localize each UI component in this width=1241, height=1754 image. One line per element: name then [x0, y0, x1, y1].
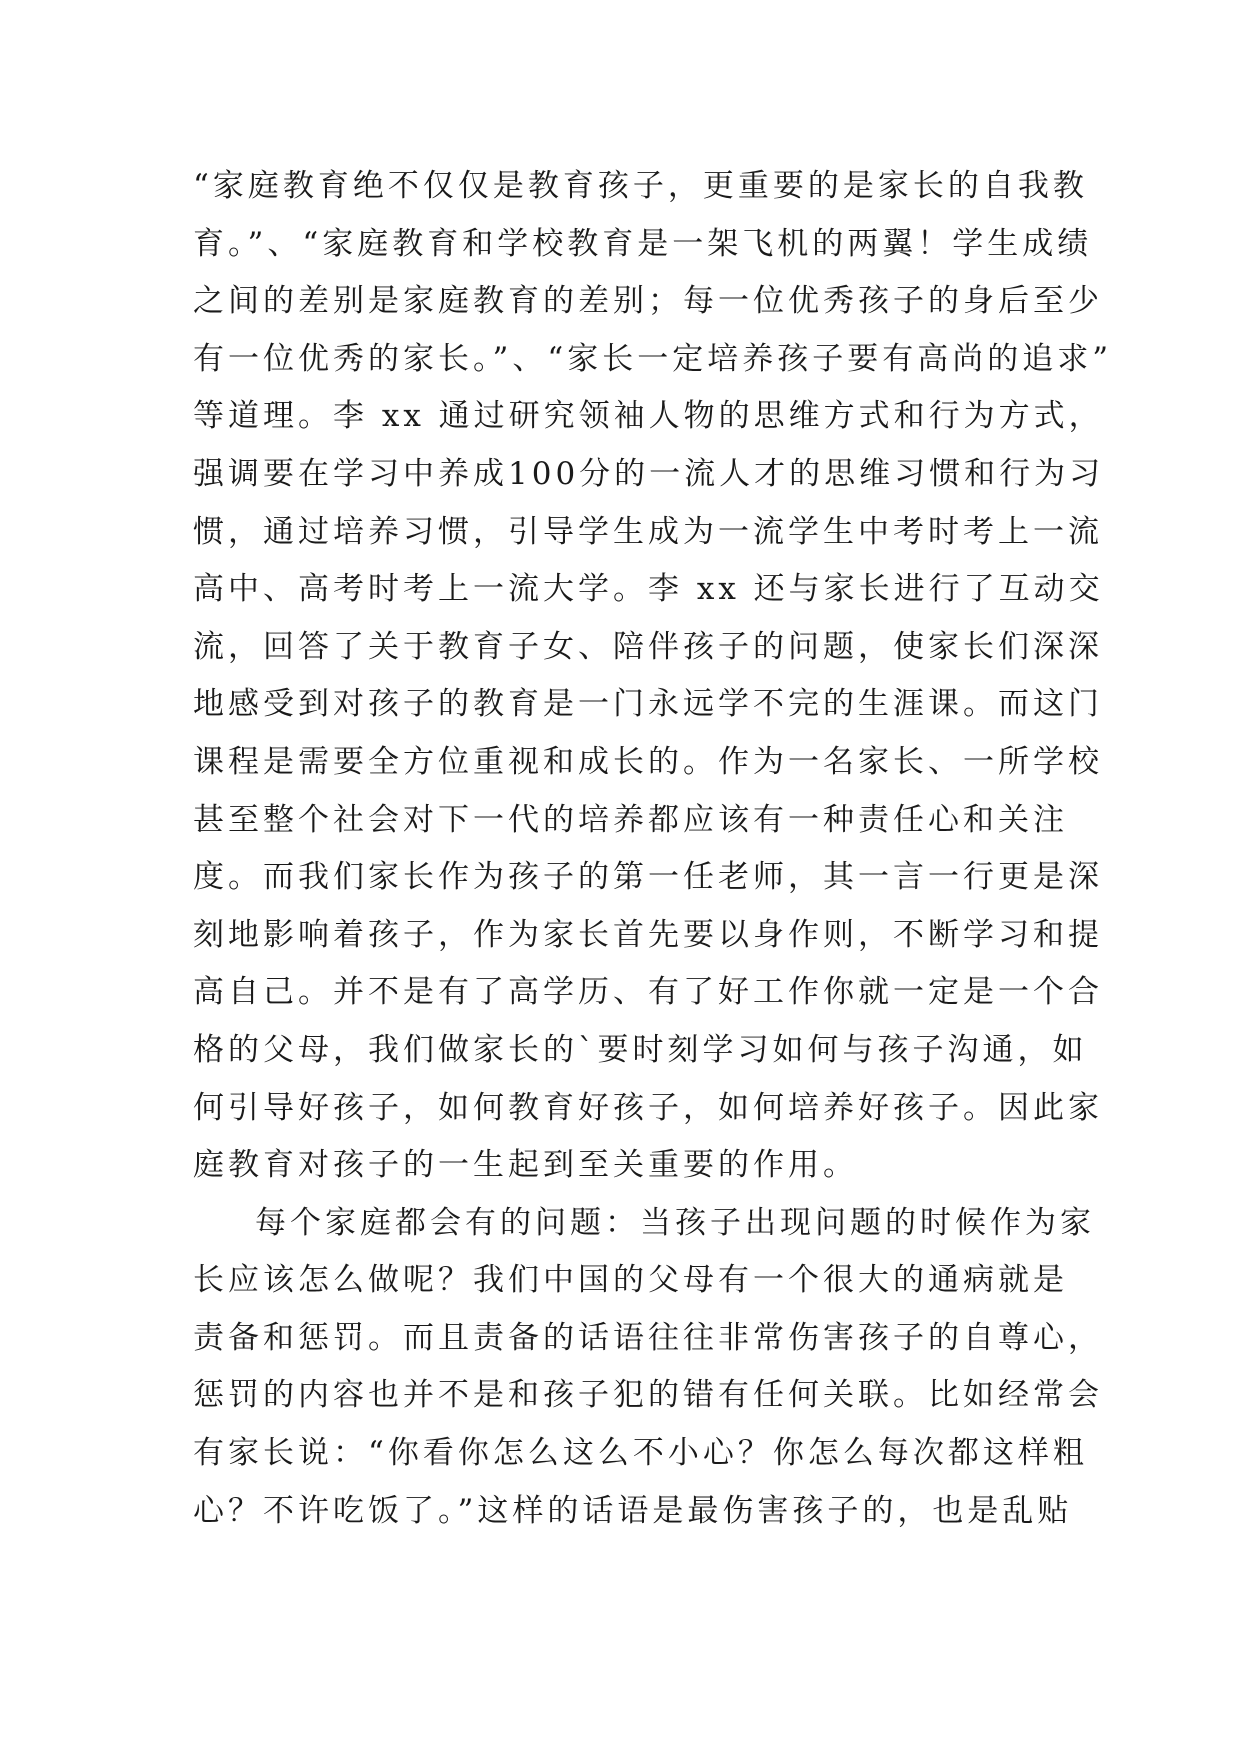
text-line: 强调要在学习中养成100分的一流人才的思维习惯和行为习 — [193, 455, 1105, 492]
text-line: 刻地影响着孩子，作为家长首先要以身作则，不断学习和提 — [193, 916, 1103, 953]
text-line: 格的父母，我们做家长的`要时刻学习如何与孩子沟通，如 — [193, 1031, 1088, 1068]
text-line: 度。而我们家长作为孩子的第一任老师，其一言一行更是深 — [193, 859, 1103, 896]
text-line: 长应该怎么做呢？我们中国的父母有一个很大的通病就是 — [193, 1262, 1068, 1299]
text-line: 惯，通过培养习惯，引导学生成为一流学生中考时考上一流 — [193, 513, 1103, 550]
text-line: 何引导好孩子，如何教育好孩子，如何培养好孩子。因此家 — [193, 1089, 1103, 1126]
text-line: 育。”、“家庭教育和学校教育是一架飞机的两翼！学生成绩 — [193, 225, 1093, 262]
text-line: 高自己。并不是有了高学历、有了好工作你就一定是一个合 — [193, 974, 1103, 1011]
paragraph-end-line: 庭教育对孩子的一生起到至关重要的作用。 — [193, 1147, 858, 1184]
text-line: 高中、高考时考上一流大学。李 xx 还与家长进行了互动交 — [193, 571, 1104, 608]
text-line: “家庭教育绝不仅仅是教育孩子，更重要的是家长的自我教 — [193, 168, 1088, 204]
text-line: 等道理。李 xx 通过研究领袖人物的思维方式和行为方式， — [193, 398, 1104, 435]
text-line: 有家长说：“你看你怎么这么不小心？你怎么每次都这样粗 — [193, 1435, 1088, 1472]
text-line: 之间的差别是家庭教育的差别；每一位优秀孩子的身后至少 — [193, 283, 1103, 320]
text-line: 责备和惩罚。而且责备的话语往往非常伤害孩子的自尊心， — [193, 1319, 1103, 1356]
text-line: 流，回答了关于教育子女、陪伴孩子的问题，使家长们深深 — [193, 628, 1103, 665]
body-text — [193, 158, 1113, 1540]
paragraph-start-line: 每个家庭都会有的问题：当孩子出现问题的时候作为家 — [255, 1204, 1095, 1241]
text-line: 心？不许吃饭了。”这样的话语是最伤害孩子的，也是乱贴 — [193, 1492, 1073, 1529]
text-line: 课程是需要全方位重视和成长的。作为一名家长、一所学校 — [193, 743, 1103, 780]
text-line: 惩罚的内容也并不是和孩子犯的错有任何关联。比如经常会 — [193, 1377, 1103, 1414]
text-line: 甚至整个社会对下一代的培养都应该有一种责任心和关注 — [193, 801, 1068, 838]
text-line: 地感受到对孩子的教育是一门永远学不完的生涯课。而这门 — [193, 686, 1103, 723]
text-line: 有一位优秀的家长。”、“家长一定培养孩子要有高尚的追求” — [193, 340, 1113, 377]
